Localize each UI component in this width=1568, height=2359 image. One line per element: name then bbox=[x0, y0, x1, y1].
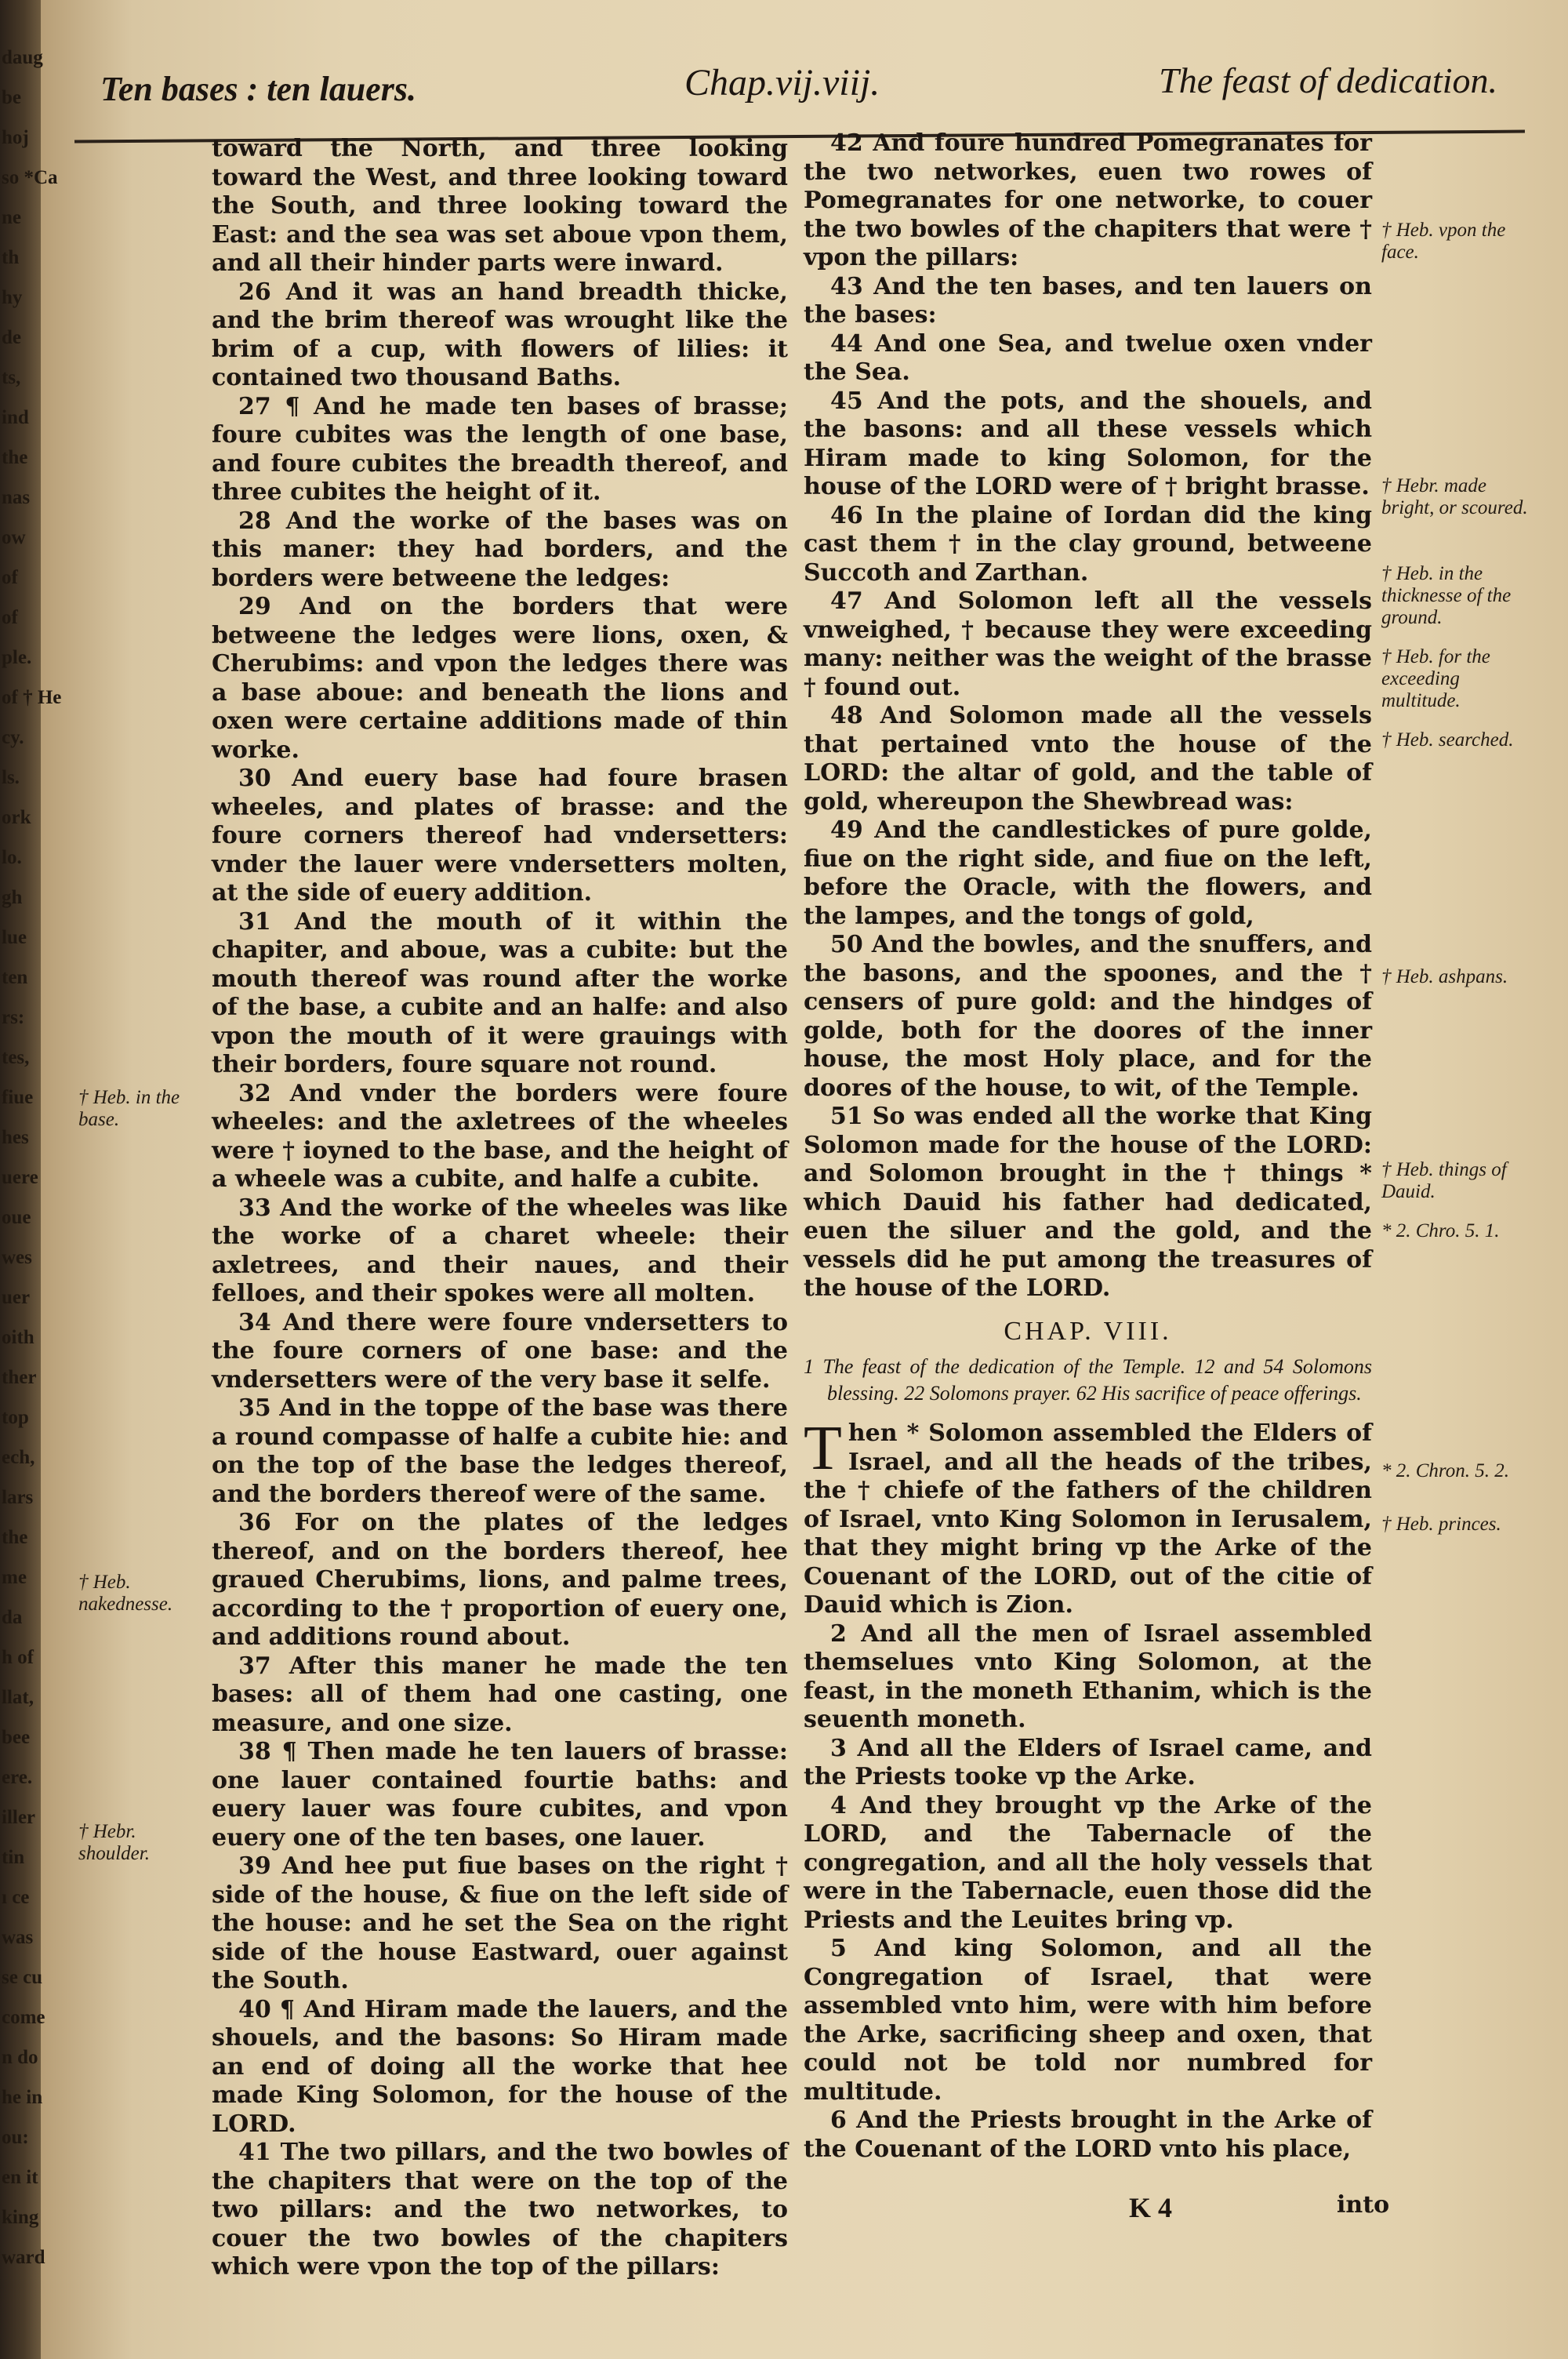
verse: 2 And all the men of Israel assembled themselues vnto King Solomon, at the feast, in the moneth Ethanim, which is the seuenth moneth. bbox=[804, 1619, 1372, 1733]
verse: 31 And the mouth of it within the chapiter, and aboue, was a cubite: but the mouth thereof was round after the worke of the base, a cubite and an halfe: and also vpon the mouth of it were grauings with their borders, foure square not round. bbox=[212, 907, 788, 1078]
previous-page-fragment: oue bbox=[2, 1207, 31, 1228]
verse: 26 And it was an hand breadth thicke, and the brim thereof was wrought like the brim of a cup, with flowers of lilies: it contained two thousand Baths. bbox=[212, 278, 788, 391]
previous-page-fragment: the bbox=[2, 447, 28, 468]
verse: 29 And on the borders that were betweene the ledges were lions, oxen, & Cherubims: and vpon the ledges there was a base aboue: and beneath the lions and oxen were certaine additions made of thin worke. bbox=[212, 593, 788, 764]
verse: 36 For on the plates of the ledges thereof, and on the borders thereof, hee graued Cherubims, lions, and palme trees, according to the † proportion of euery one, and additions round about. bbox=[212, 1509, 788, 1651]
previous-page-fragment: come bbox=[2, 2007, 45, 2028]
previous-page-fragment: tes, bbox=[2, 1047, 30, 1068]
previous-page-fragment: ten bbox=[2, 967, 28, 988]
previous-page-fragment: ı ce bbox=[2, 1887, 30, 1908]
running-head-left: Ten bases : ten lauers. bbox=[100, 70, 416, 108]
previous-page-fragment: ther bbox=[2, 1367, 37, 1388]
verse: 37 After this maner he made the ten bases: all of them had one casting, one measure, and one size. bbox=[212, 1652, 788, 1737]
previous-page-fragment: cy. bbox=[2, 727, 24, 748]
previous-page-edge bbox=[0, 0, 62, 2359]
verse: 38 ¶ Then made he ten lauers of brasse: one lauer contained fourtie baths: and euery lauer was foure cubites, and vpon euery one of the ten bases, one lauer. bbox=[212, 1738, 788, 1852]
previous-page-fragment: uere bbox=[2, 1167, 38, 1188]
previous-page-fragment: he in bbox=[2, 2087, 43, 2108]
chapter-heading: CHAP. VIII. bbox=[1004, 1316, 1172, 1346]
verse: 30 And euery base had foure brasen wheeles, and plates of brasse: and the foure corners thereof had vndersetters: vnder the lauer were vndersetters molten, at the side of euery addition. bbox=[212, 765, 788, 907]
margin-note: † Heb. ashpans. bbox=[1381, 966, 1508, 987]
previous-page-fragment: ple. bbox=[2, 647, 32, 668]
previous-page-fragment: ech, bbox=[2, 1447, 35, 1468]
left-column bbox=[212, 135, 788, 2282]
previous-page-fragment: fiue bbox=[2, 1087, 34, 1108]
previous-page-fragment: lue bbox=[2, 927, 27, 948]
verse: 39 And hee put fiue bases on the right † side of the house, & fiue on the left side of the house: and he set the Sea on the right side of the house Eastward, ouer against the South. bbox=[212, 1852, 788, 1994]
verse: 43 And the ten bases, and ten lauers on the bases: bbox=[804, 272, 1372, 329]
previous-page-fragment: ind bbox=[2, 407, 29, 428]
verse: 33 And the worke of the wheeles was like the worke of a charet wheele: their axletrees, and their naues, and their felloes, and their spokes were all molten. bbox=[212, 1194, 788, 1307]
verse: 40 ¶ And Hiram made the lauers, and the shouels, and the basons: So Hiram made an end of doing all the worke that hee made King Solomon, for the house of the LORD. bbox=[212, 1995, 788, 2138]
previous-page-fragment: of bbox=[2, 607, 18, 628]
chapter-8-verse-1-text: hen * Solomon assembled the Elders of Israel, and all the heads of the tribes, the † chiefe of the fathers of the children of Israel, vnto King Solomon in Ierusalem, that they might bring vp the Arke of the Couenant of the LORD, out of the citie of Dauid which is Zion. bbox=[804, 1419, 1372, 1619]
previous-page-fragment: ward bbox=[2, 2247, 45, 2268]
previous-page-fragment: lars bbox=[2, 1487, 34, 1508]
previous-page-fragment: top bbox=[2, 1407, 29, 1428]
right-column-chapter-8 bbox=[804, 1620, 1372, 2165]
previous-page-fragment: ls. bbox=[2, 767, 20, 788]
verse: 32 And vnder the borders were foure wheeles: and the axletrees of the wheeles were † ioyned to the base, and the height of a wheele was a cubite, and halfe a cubite. bbox=[212, 1079, 788, 1193]
margin-note: † Heb. princes. bbox=[1381, 1514, 1501, 1535]
margin-note: † Heb. in the thicknesse of the ground. bbox=[1381, 563, 1512, 628]
running-head-right: The feast of dedication. bbox=[1159, 60, 1497, 100]
previous-page-fragment: ow bbox=[2, 527, 26, 548]
previous-page-fragment: ork bbox=[2, 807, 31, 828]
previous-page-fragment: ou: bbox=[2, 2127, 29, 2148]
previous-page-fragment: so *Ca bbox=[2, 167, 58, 188]
previous-page-fragment: oith bbox=[2, 1327, 34, 1348]
margin-note: † Heb. vpon the face. bbox=[1381, 220, 1506, 263]
previous-page-fragment: se cu bbox=[2, 1967, 43, 1988]
verse: 41 The two pillars, and the two bowles of the chapiters that were on the top of the two pillars: and the two networkes, to couer the two bowles of the chapiters which were vpon the top of the pillars: bbox=[212, 2139, 788, 2281]
verse: 46 In the plaine of Iordan did the king cast them † in the clay ground, betweene Succoth and Zarthan. bbox=[804, 501, 1372, 587]
verse: 45 And the pots, and the shouels, and the basons: and all these vessels which Hiram made to king Solomon, for the house of the LORD were of † bright brasse. bbox=[804, 387, 1372, 500]
previous-page-fragment: h of bbox=[2, 1647, 34, 1668]
previous-page-fragment: hoj bbox=[2, 127, 29, 148]
verse: 27 ¶ And he made ten bases of brasse; foure cubites was the length of one base, and foure cubites the breadth thereof, and three cubites the height of it. bbox=[212, 392, 788, 506]
verse: 28 And the worke of the bases was on this maner: they had borders, and the borders were betweene the ledges: bbox=[212, 507, 788, 592]
margin-note: † Heb. searched. bbox=[1381, 729, 1514, 751]
verse: 5 And king Solomon, and all the Congregation of Israel, that were assembled vnto him, were with him before the Arke, sacrificing sheep and oxen, that could not be told nor numbred for multitude. bbox=[804, 1935, 1372, 2106]
verse: 6 And the Priests brought in the Arke of the Couenant of the LORD vnto his place, bbox=[804, 2106, 1372, 2163]
previous-page-fragment: da bbox=[2, 1607, 23, 1628]
previous-page-fragment: tin bbox=[2, 1847, 25, 1868]
margin-note: † Hebr. made bright, or scoured. bbox=[1381, 475, 1528, 518]
verse: toward the North, and three looking toward the West, and three looking toward the South, and three looking toward the East: and the sea was set aboue vpon them, and all their hinder parts were inward. bbox=[212, 135, 788, 277]
previous-page-fragment: rs: bbox=[2, 1007, 25, 1028]
previous-page-fragment: iller bbox=[2, 1807, 36, 1828]
margin-note: † Heb. for the exceeding multitude. bbox=[1381, 646, 1490, 711]
right-column bbox=[804, 129, 1372, 2164]
chapter-8-verse-1 bbox=[804, 1414, 1372, 1620]
verse: 34 And there were foure vndersetters to the foure corners of one base: and the vndersetters were of the very base it selfe. bbox=[212, 1308, 788, 1394]
previous-page-fragment: uer bbox=[2, 1287, 31, 1308]
verse: 49 And the candlestickes of pure golde, fiue on the right side, and fiue on the left, before the Oracle, with the flowers, and the lampes, and the tongs of gold, bbox=[804, 816, 1372, 930]
verse: 48 And Solomon made all the vessels that pertained vnto the house of the LORD: the altar of gold, and the table of gold, whereupon the Shewbread was: bbox=[804, 702, 1372, 816]
previous-page-fragment: king bbox=[2, 2207, 39, 2228]
previous-page-fragment: ne bbox=[2, 207, 21, 228]
verse: 3 And all the Elders of Israel came, and the Priests tooke vp the Arke. bbox=[804, 1734, 1372, 1790]
previous-page-fragment: lo. bbox=[2, 847, 22, 868]
previous-page-fragment: de bbox=[2, 327, 21, 348]
previous-page-fragment: daug bbox=[2, 47, 43, 68]
previous-page-fragment: llat, bbox=[2, 1687, 34, 1708]
verse: 44 And one Sea, and twelue oxen vnder the Sea. bbox=[804, 329, 1372, 386]
margin-note: † Heb. things of Dauid. bbox=[1381, 1159, 1507, 1202]
drop-cap: T bbox=[804, 1414, 842, 1483]
previous-page-fragment: ere. bbox=[2, 1767, 33, 1788]
previous-page-fragment: ts, bbox=[2, 367, 21, 388]
margin-note: * 2. Chron. 5. 2. bbox=[1381, 1460, 1509, 1481]
previous-page-fragment: hes bbox=[2, 1127, 29, 1148]
margin-note: † Heb. in the base. bbox=[78, 1087, 180, 1130]
previous-page-fragment: n do bbox=[2, 2047, 38, 2068]
verse: 47 And Solomon left all the vessels vnweighed, † because they were exceeding many: neither was the weight of the brasse † found out. bbox=[804, 587, 1372, 701]
previous-page-fragment: of bbox=[2, 567, 18, 588]
chapter-summary: 1 The feast of the dedication of the Temple. 12 and 54 Solomons blessing. 22 Solomons prayer. 62 His sacrifice of peace offerings. bbox=[804, 1355, 1372, 1405]
verse: 4 And they brought vp the Arke of the LORD, and the Tabernacle of the congregation, and all the holy vessels that were in the Tabernacle, euen those did the Priests and the Leuites bring vp. bbox=[804, 1791, 1372, 1934]
previous-page-fragment: the bbox=[2, 1527, 28, 1548]
previous-page-fragment: be bbox=[2, 87, 21, 108]
previous-page-fragment: en it bbox=[2, 2167, 38, 2188]
catchword: into bbox=[1337, 2191, 1390, 2219]
running-head bbox=[53, 53, 1529, 108]
margin-note: * 2. Chro. 5. 1. bbox=[1381, 1220, 1500, 1241]
right-column-chapter-7 bbox=[804, 129, 1372, 1303]
margin-note: † Hebr. shoulder. bbox=[78, 1821, 150, 1864]
previous-page-fragment: gh bbox=[2, 887, 23, 908]
margin-note: † Heb. nakednesse. bbox=[78, 1572, 173, 1615]
previous-page-fragment: th bbox=[2, 247, 20, 268]
previous-page-fragment: hy bbox=[2, 287, 23, 308]
previous-page-fragment: wes bbox=[2, 1247, 32, 1268]
verse: 51 So was ended all the worke that King Solomon made for the house of the LORD: and Solomon brought in the † things * which Dauid his father had dedicated, euen the siluer and the gold, and the vessels did he put among the treasures of the house of the LORD. bbox=[804, 1103, 1372, 1302]
previous-page-fragment: bee bbox=[2, 1727, 31, 1748]
previous-page-fragment: was bbox=[2, 1927, 34, 1948]
verse: 42 And foure hundred Pomegranates for the two networkes, euen two rowes of Pomegranates for one networke, to couer the two bowles of the chapiters that were † vpon the pillars: bbox=[804, 129, 1372, 271]
signature-mark: K 4 bbox=[1129, 2192, 1173, 2223]
previous-page-fragment: nas bbox=[2, 487, 31, 508]
previous-page-fragment: me bbox=[2, 1567, 27, 1588]
verse: 35 And in the toppe of the base was there a round compasse of halfe a cubite hie: and on the top of the base the ledges thereof, and the borders thereof were of the same. bbox=[212, 1394, 788, 1508]
previous-page-fragment: of † He bbox=[2, 687, 62, 708]
running-head-chapter: Chap.vij.viij. bbox=[684, 62, 880, 104]
verse: 50 And the bowles, and the snuffers, and the basons, and the spoones, and the † censers of pure gold: and the hindges of golde, both for the doores of the inner house, the most Holy place, and for the doores of the house, to wit, of the Temple. bbox=[804, 931, 1372, 1102]
